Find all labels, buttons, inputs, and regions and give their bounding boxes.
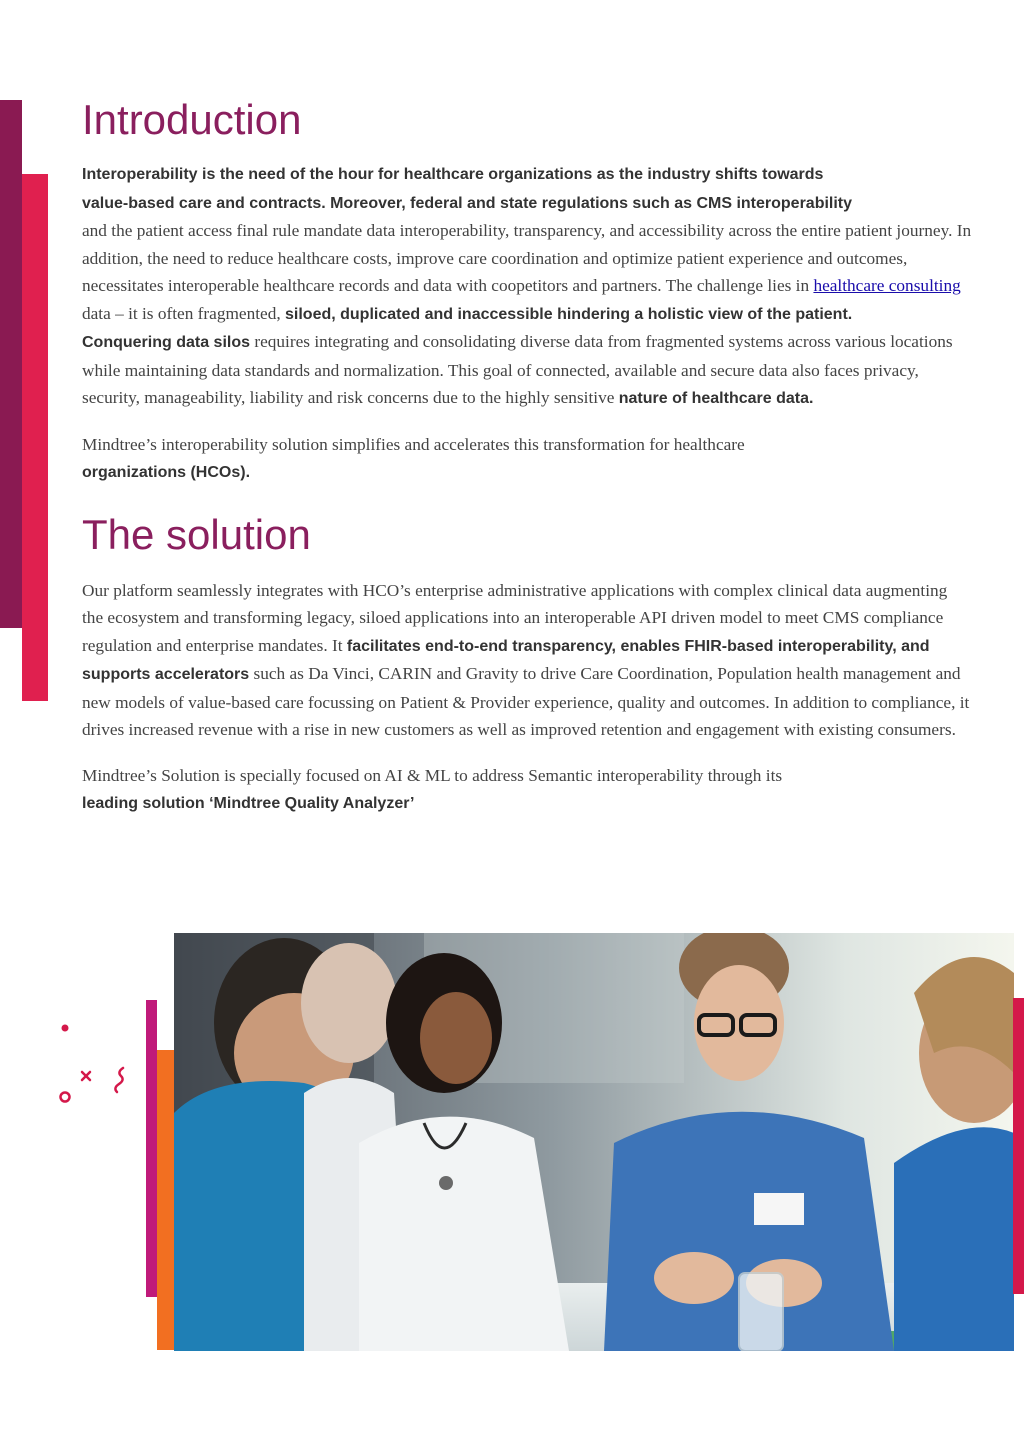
squiggle-icon bbox=[115, 1068, 123, 1092]
intro-text-3: requires integrating and consolidating diverse data from fragmented systems across various locations while maintaining data standards and normalization. This goal of connected, available and secure data also faces privacy, security, manageability, liability and risk concerns due to the highly sensitive bbox=[82, 332, 953, 407]
accent-bar-pink bbox=[22, 174, 48, 701]
intro-bold-5: nature of healthcare data. bbox=[618, 390, 814, 407]
solution-text-2: such as Da Vinci, CARIN and Gravity to drive Care Coordination, Population health management and new models of value-based care focussing on Patient & Provider experience, quality and outcomes. In addition to compliance, it drives increased revenue with a rise in new customers as well as improved retention and engagement with existing consumers. bbox=[82, 664, 970, 739]
healthcare-team-photo bbox=[174, 933, 1014, 1351]
intro-paragraph-2 bbox=[82, 431, 972, 487]
right-accent-bar bbox=[1013, 998, 1024, 1294]
intro-bold-2: value-based care and contracts. Moreover, federal and state regulations such as CMS interoperability bbox=[82, 194, 853, 212]
solution-heading: The solution bbox=[82, 510, 311, 558]
solution-bold: facilitates end-to-end transparency, enables FHIR-based interoperability, and supports accelerators bbox=[82, 637, 930, 683]
intro-text-1: and the patient access final rule mandate data interoperability, transparency, and accessibility across the entire patient journey. In addition, the need to reduce healthcare costs, improve care coordination and optimize patient experience and outcomes, necessitates interoperable healthcare records and data with coopetitors and partners. The challenge lies in bbox=[82, 221, 972, 295]
intro-bold-3: siloed, duplicated and inaccessible hindering a holistic view of the patient. bbox=[285, 305, 853, 323]
decorative-symbols-icon bbox=[55, 1022, 135, 1112]
solution-text-1: Our platform seamlessly integrates with HCO’s enterprise administrative applications with complex clinical data augmenting the ecosystem and transforming legacy, siloed applications into an interoperable API driven model to meet CMS compliance regulation and enterprise mandates. It bbox=[82, 580, 948, 655]
solution-p2-text: Mindtree’s Solution is specially focused on AI & ML to address Semantic interoperability through its bbox=[82, 765, 783, 785]
solution-p2-bold: leading solution ‘Mindtree Quality Analyzer’ bbox=[82, 795, 415, 812]
photo-illustration bbox=[174, 933, 1014, 1351]
dot-icon bbox=[62, 1025, 69, 1032]
intro-p2-bold: organizations (HCOs). bbox=[82, 464, 251, 481]
solution-paragraph-2 bbox=[82, 762, 972, 818]
intro-paragraph bbox=[82, 160, 972, 413]
solution-paragraph bbox=[82, 577, 972, 744]
image-accent-bar-orange bbox=[157, 1050, 174, 1350]
intro-heading: Introduction bbox=[82, 96, 302, 143]
image-accent-bar-magenta bbox=[146, 1000, 157, 1297]
cross-icon bbox=[82, 1072, 90, 1080]
ring-icon bbox=[61, 1093, 70, 1102]
intro-bold-4: Conquering data silos bbox=[82, 334, 251, 351]
intro-p2-text: Mindtree’s interoperability solution simplifies and accelerates this transformation for healthcare bbox=[82, 434, 745, 454]
intro-text-2: data – it is often fragmented, bbox=[82, 303, 285, 323]
intro-bold-1: Interoperability is the need of the hour for healthcare organizations as the industry shifts towards bbox=[82, 166, 824, 183]
accent-bar-dark bbox=[0, 100, 22, 628]
healthcare-consulting-link[interactable]: healthcare consulting bbox=[813, 276, 961, 295]
main-content bbox=[82, 94, 972, 818]
